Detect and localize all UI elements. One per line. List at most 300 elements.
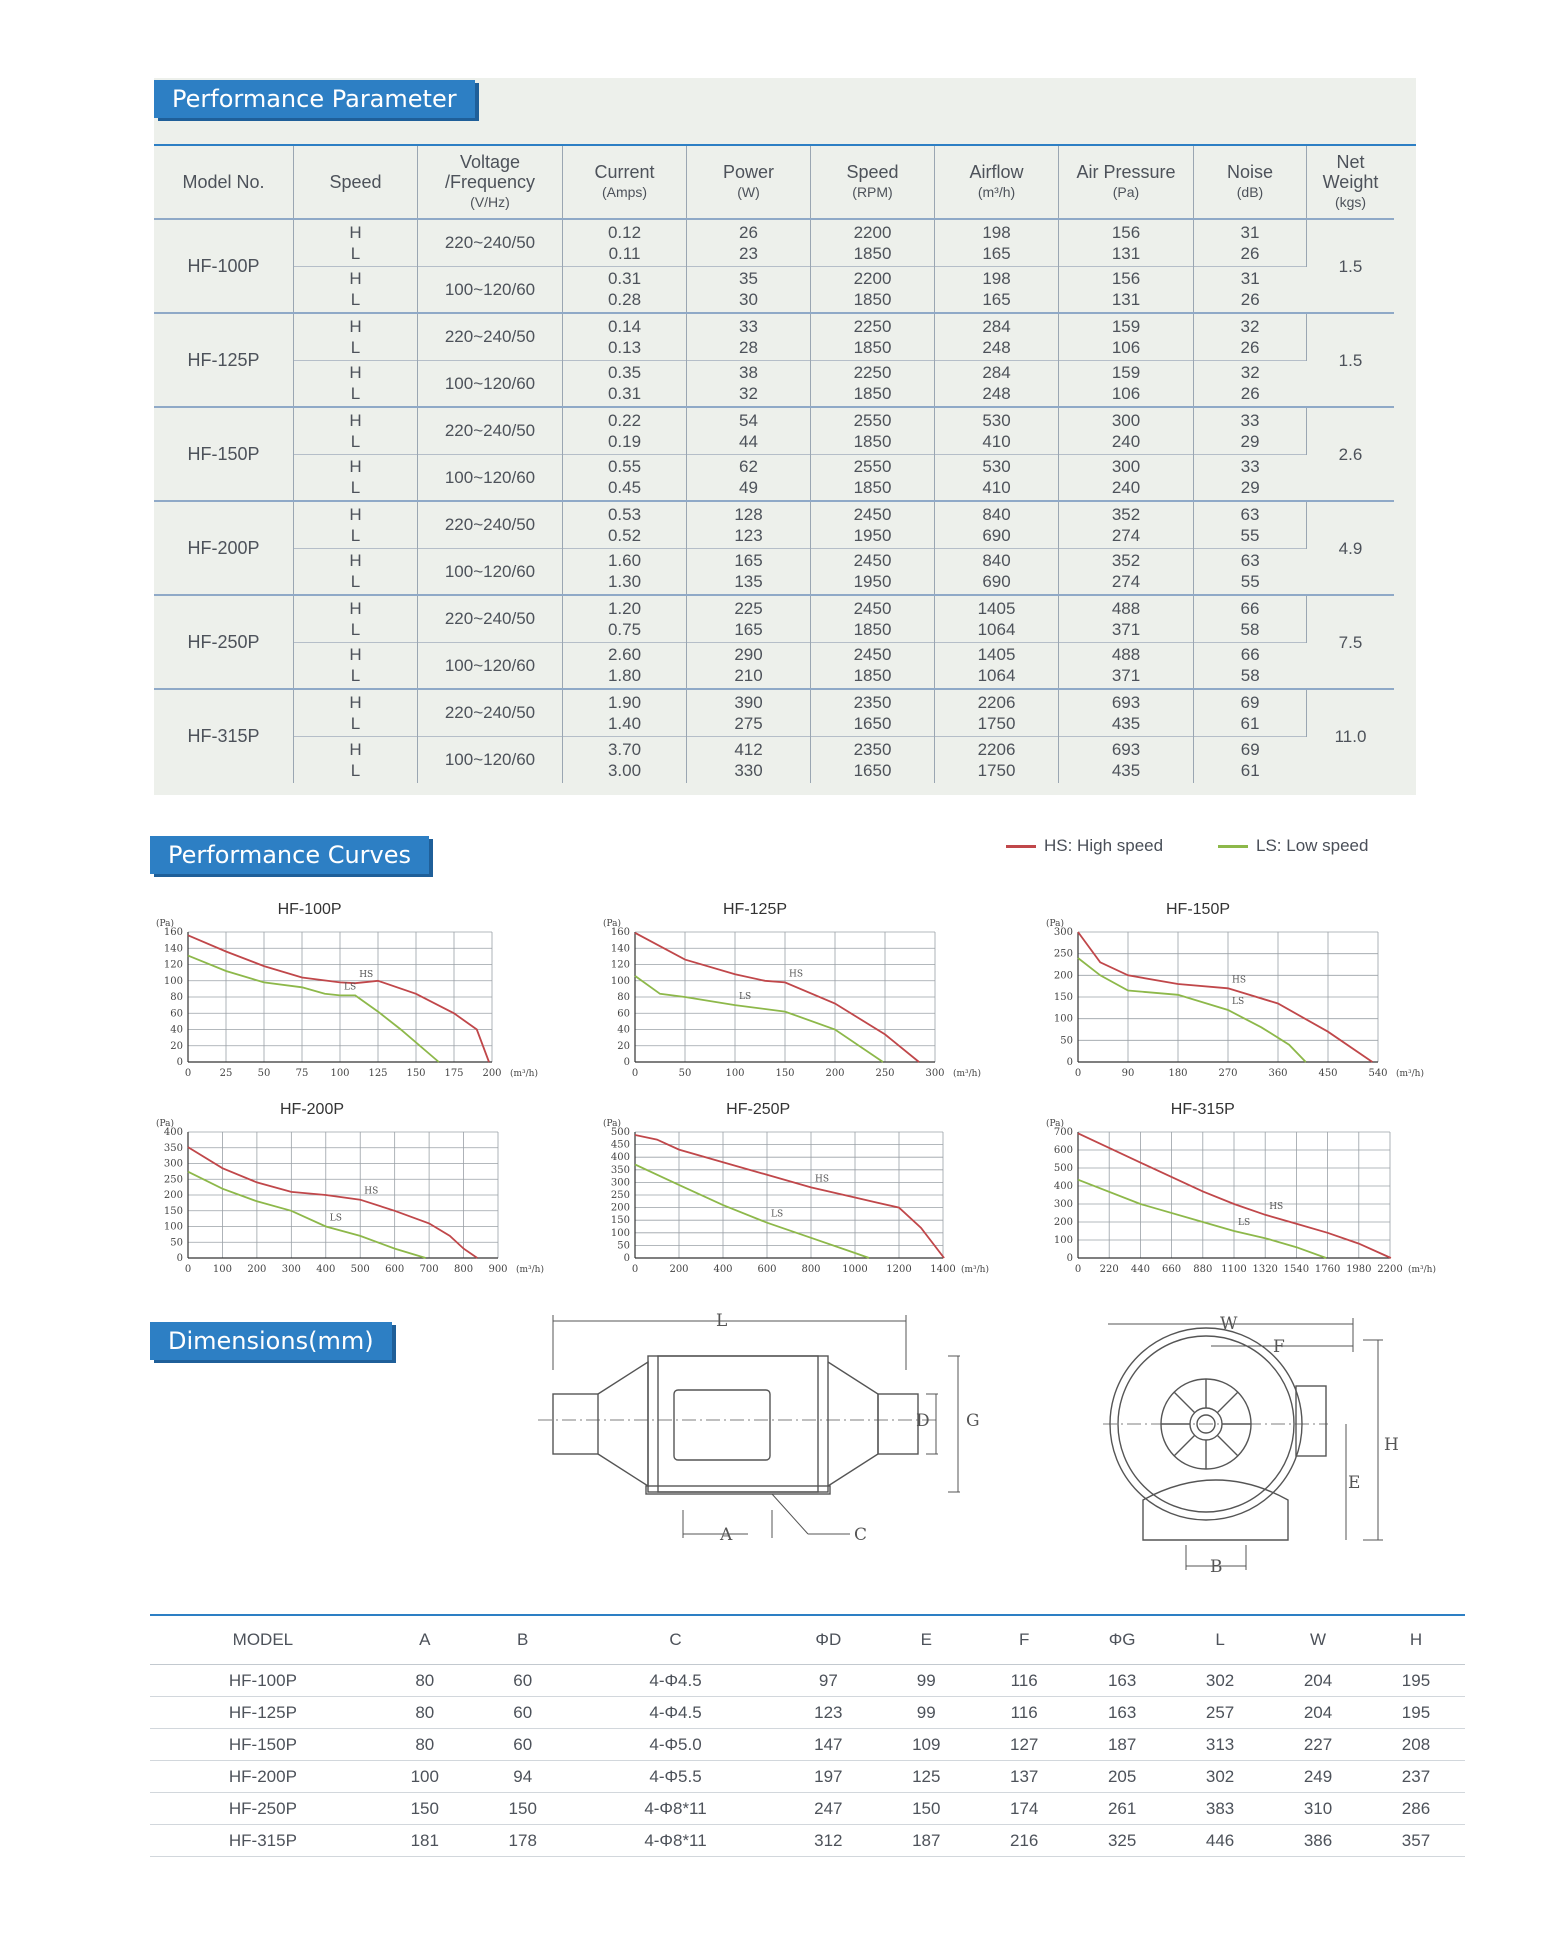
table-row [154,266,1394,313]
x-tick-label: 200 [669,1264,689,1275]
dimensions-cell: 195 [1367,1665,1465,1697]
hs-curve [635,1135,944,1258]
dimensions-cell: 446 [1171,1825,1269,1857]
y-unit-label: (Pa) [1046,1119,1065,1129]
dimensions-col-header: E [877,1615,975,1665]
dimensions-row [150,1761,1465,1793]
dimensions-header-row [150,1615,1465,1665]
x-tick-label: 400 [713,1264,733,1275]
y-tick-label: 500 [610,1127,630,1138]
speed-cell: H L [294,313,418,360]
y-tick-label: 600 [1053,1145,1073,1156]
dimensions-cell: 4-Φ5.0 [572,1729,780,1761]
x-tick-label: 880 [1193,1264,1213,1275]
y-tick-label: 160 [610,927,630,938]
dimensions-col-header: B [474,1615,572,1665]
ls-curve [188,1172,426,1258]
x-tick-label: 270 [1218,1068,1238,1079]
dim-label-H: H [1384,1435,1399,1455]
col-airflow: Airflow (m³/h) [935,146,1059,219]
current-cell: 0.12 0.11 [563,219,687,266]
y-tick-label: 140 [610,943,630,955]
dimensions-cell: 99 [877,1697,975,1729]
dimensions-cell: 249 [1269,1761,1367,1793]
y-tick-label: 80 [617,992,630,1003]
x-tick-label: 125 [368,1068,388,1079]
y-unit-label: (Pa) [156,1119,175,1129]
net-weight-cell: 1.5 [1307,313,1395,407]
dimensions-cell: 204 [1269,1697,1367,1729]
speed-cell: H L [294,689,418,736]
voltage-cell: 100~120/60 [418,548,563,595]
voltage-cell: 220~240/50 [418,595,563,642]
voltage-cell: 100~120/60 [418,736,563,783]
power-cell: 38 32 [687,360,811,407]
y-tick-label: 100 [610,1227,630,1239]
y-tick-label: 250 [610,1190,630,1201]
pressure-cell: 156 131 [1059,266,1194,313]
airflow-cell: 284 248 [935,313,1059,360]
hs-curve-label: HS [1232,975,1247,986]
x-unit-label: (m³/h) [1408,1265,1436,1275]
dimensions-cell: 4-Φ5.5 [572,1761,780,1793]
dimensions-cell: HF-200P [150,1761,376,1793]
dimensions-cell: 147 [779,1729,877,1761]
table-row [154,454,1394,501]
y-tick-label: 250 [1053,948,1073,960]
dim-label-W: W [1220,1314,1238,1334]
dim-label-G: G [966,1411,980,1431]
pressure-cell: 156 131 [1059,219,1194,266]
speed-cell: H L [294,454,418,501]
y-tick-label: 100 [163,975,183,987]
pressure-cell: 352 274 [1059,501,1194,548]
voltage-cell: 100~120/60 [418,642,563,689]
y-tick-label: 0 [1066,1057,1073,1068]
noise-cell: 66 58 [1194,642,1307,689]
y-tick-label: 20 [170,1040,183,1052]
dimensions-table [150,1614,1465,1857]
dimensions-cell: 195 [1367,1697,1465,1729]
dim-label-F: F [1273,1337,1285,1357]
dimensions-cell: 60 [474,1729,572,1761]
table-row [154,548,1394,595]
dimensions-cell: 4-Φ4.5 [572,1665,780,1697]
dim-label-D: D [916,1411,930,1431]
x-tick-label: 25 [219,1068,233,1079]
dimensions-cell: 97 [779,1665,877,1697]
hs-curve-label: HS [815,1174,830,1185]
dimensions-cell: 208 [1367,1729,1465,1761]
dimensions-cell: 237 [1367,1761,1465,1793]
noise-cell: 69 61 [1194,736,1307,783]
x-tick-label: 800 [801,1264,821,1275]
table-row [154,360,1394,407]
noise-cell: 31 26 [1194,219,1307,266]
y-unit-label: (Pa) [603,1119,622,1129]
hs-curve [188,935,489,1062]
chart-title: HF-150P [1165,901,1231,918]
x-tick-label: 300 [281,1264,301,1275]
power-cell: 62 49 [687,454,811,501]
net-weight-cell: 2.6 [1307,407,1395,501]
net-weight-cell: 11.0 [1307,689,1395,783]
y-tick-label: 0 [176,1057,183,1068]
curves-dimensions-panel [108,822,1518,1850]
y-tick-label: 160 [163,927,183,938]
y-tick-label: 40 [617,1024,630,1036]
power-cell: 35 30 [687,266,811,313]
power-cell: 33 28 [687,313,811,360]
voltage-cell: 220~240/50 [418,501,563,548]
dimensions-col-header: ΦD [779,1615,877,1665]
x-tick-label: 450 [1318,1068,1338,1079]
hs-curve-label: HS [359,970,374,981]
speed-cell: H L [294,736,418,783]
y-tick-label: 350 [610,1164,630,1176]
rpm-cell: 2450 1950 [811,501,935,548]
dimensions-col-header: MODEL [150,1615,376,1665]
airflow-cell: 2206 1750 [935,689,1059,736]
dimensions-cell: 80 [376,1729,474,1761]
dimensions-cell: 227 [1269,1729,1367,1761]
rpm-cell: 2250 1850 [811,313,935,360]
airflow-cell: 1405 1064 [935,642,1059,689]
dimensions-cell: 302 [1171,1665,1269,1697]
table-row [154,501,1394,548]
rpm-cell: 2200 1850 [811,219,935,266]
x-tick-label: 300 [925,1068,945,1079]
net-weight-cell: 7.5 [1307,595,1395,689]
y-tick-label: 400 [610,1152,630,1164]
y-tick-label: 50 [617,1240,630,1252]
legend-low-speed: LS: Low speed [1218,836,1368,856]
dimensions-row [150,1729,1465,1761]
power-cell: 54 44 [687,407,811,454]
x-tick-label: 2200 [1377,1264,1403,1275]
pressure-cell: 488 371 [1059,642,1194,689]
ls-curve-label: LS [329,1213,342,1224]
dimensions-cell: 80 [376,1665,474,1697]
dimensions-cell: 302 [1171,1761,1269,1793]
dimensions-cell: HF-125P [150,1697,376,1729]
y-tick-label: 60 [170,1008,183,1020]
chart-title: HF-250P [726,1101,791,1118]
x-tick-label: 700 [419,1264,439,1275]
power-cell: 26 23 [687,219,811,266]
model-cell: HF-150P [154,407,294,501]
dimensions-cell: 116 [975,1697,1073,1729]
dimensions-col-header: H [1367,1615,1465,1665]
y-tick-label: 300 [610,1177,630,1189]
current-cell: 0.53 0.52 [563,501,687,548]
dimensions-cell: 187 [877,1825,975,1857]
dimensions-cell: 123 [779,1697,877,1729]
dimensions-row [150,1793,1465,1825]
performance-parameter-panel [154,78,1416,795]
dimensions-cell: 286 [1367,1793,1465,1825]
airflow-cell: 284 248 [935,360,1059,407]
power-cell: 225 165 [687,595,811,642]
x-tick-label: 1400 [930,1264,956,1275]
x-tick-label: 100 [212,1264,232,1275]
y-tick-label: 300 [163,1158,183,1170]
dimensions-cell: 357 [1367,1825,1465,1857]
col-rpm: Speed (RPM) [811,146,935,219]
x-tick-label: 400 [316,1264,336,1275]
current-cell: 1.60 1.30 [563,548,687,595]
power-cell: 290 210 [687,642,811,689]
x-tick-label: 600 [757,1264,777,1275]
y-tick-label: 50 [170,1237,183,1249]
airflow-cell: 530 410 [935,454,1059,501]
dim-label-B: B [1210,1557,1223,1577]
dimensions-cell: 205 [1073,1761,1171,1793]
airflow-cell: 840 690 [935,501,1059,548]
dimensions-cell: 310 [1269,1793,1367,1825]
x-unit-label: (m³/h) [953,1069,981,1079]
model-cell: HF-100P [154,219,294,313]
x-unit-label: (m³/h) [510,1069,538,1079]
dimensions-cell: 386 [1269,1825,1367,1857]
chart-title: HF-125P [722,901,788,918]
dimensions-cell: 94 [474,1761,572,1793]
rpm-cell: 2450 1950 [811,548,935,595]
y-tick-label: 0 [623,1253,630,1264]
pressure-cell: 488 371 [1059,595,1194,642]
col-voltage: Voltage /Frequency (V/Hz) [418,146,563,219]
y-tick-label: 400 [163,1127,183,1138]
voltage-cell: 100~120/60 [418,360,563,407]
dimensions-cell: 125 [877,1761,975,1793]
dimensions-col-header: A [376,1615,474,1665]
rpm-cell: 2200 1850 [811,266,935,313]
pressure-cell: 159 106 [1059,313,1194,360]
rpm-cell: 2450 1850 [811,642,935,689]
pressure-cell: 352 274 [1059,548,1194,595]
x-tick-label: 440 [1130,1264,1150,1275]
speed-cell: H L [294,407,418,454]
x-tick-label: 200 [247,1264,267,1275]
y-tick-label: 350 [163,1142,183,1154]
pressure-cell: 693 435 [1059,689,1194,736]
col-air-pressure: Air Pressure (Pa) [1059,146,1194,219]
dimensions-cell: 216 [975,1825,1073,1857]
x-tick-label: 0 [631,1264,639,1275]
col-net-weight: Net Weight (kgs) [1307,146,1395,219]
dim-label-A: A [720,1525,733,1545]
current-cell: 2.60 1.80 [563,642,687,689]
dimensions-cell: HF-100P [150,1665,376,1697]
airflow-cell: 198 165 [935,219,1059,266]
y-unit-label: (Pa) [1046,919,1065,929]
dimensions-cell: 178 [474,1825,572,1857]
y-tick-label: 0 [176,1253,183,1264]
dimensions-cell: 187 [1073,1729,1171,1761]
y-unit-label: (Pa) [156,919,175,929]
y-tick-label: 60 [617,1008,630,1020]
dimensions-cell: 325 [1073,1825,1171,1857]
dimensions-cell: 257 [1171,1697,1269,1729]
dimensions-cell: 150 [376,1793,474,1825]
chart-title: HF-315P [1170,1101,1235,1118]
x-tick-label: 200 [825,1068,845,1079]
ls-curve-label: LS [1238,1218,1251,1228]
x-tick-label: 0 [184,1264,192,1275]
x-tick-label: 100 [725,1068,745,1079]
x-tick-label: 0 [1074,1068,1082,1079]
legend-high-speed: HS: High speed [1006,836,1163,856]
speed-cell: H L [294,642,418,689]
table-row [154,219,1394,266]
voltage-cell: 220~240/50 [418,407,563,454]
dimensions-col-header: W [1269,1615,1367,1665]
dimensions-cell: 174 [975,1793,1073,1825]
noise-cell: 63 55 [1194,548,1307,595]
legend-ls-swatch [1218,845,1248,848]
y-tick-label: 100 [1053,1013,1073,1025]
hs-curve-label: HS [789,969,804,980]
performance-parameter-title: Performance Parameter [154,80,475,118]
performance-curves-title: Performance Curves [150,836,429,874]
ls-curve-label: LS [344,982,357,993]
y-unit-label: (Pa) [603,919,622,929]
x-tick-label: 50 [257,1068,271,1079]
rpm-cell: 2450 1850 [811,595,935,642]
dim-label-C: C [854,1525,868,1545]
dimensions-cell: 109 [877,1729,975,1761]
y-tick-label: 250 [163,1174,183,1186]
performance-curves-charts [108,872,1518,1312]
x-tick-label: 50 [678,1068,692,1079]
dim-label-L: L [716,1311,728,1331]
rpm-cell: 2250 1850 [811,360,935,407]
dimensions-cell: 4-Φ8*11 [572,1825,780,1857]
dimensions-col-header: F [975,1615,1073,1665]
speed-cell: H L [294,360,418,407]
model-cell: HF-200P [154,501,294,595]
dimensions-col-header: C [572,1615,780,1665]
pressure-cell: 693 435 [1059,736,1194,783]
x-tick-label: 75 [295,1068,309,1079]
current-cell: 0.14 0.13 [563,313,687,360]
noise-cell: 32 26 [1194,313,1307,360]
x-tick-label: 1100 [1221,1264,1247,1275]
dimensions-row [150,1665,1465,1697]
x-tick-label: 360 [1268,1068,1288,1079]
airflow-cell: 198 165 [935,266,1059,313]
voltage-cell: 100~120/60 [418,454,563,501]
table-row [154,642,1394,689]
dimensions-cell: 312 [779,1825,877,1857]
col-power: Power (W) [687,146,811,219]
current-cell: 0.22 0.19 [563,407,687,454]
dimensions-cell: 116 [975,1665,1073,1697]
pressure-cell: 300 240 [1059,407,1194,454]
x-tick-label: 100 [330,1068,350,1079]
y-tick-label: 200 [1053,970,1073,982]
y-tick-label: 200 [163,1190,183,1201]
dimensions-cell: 150 [474,1793,572,1825]
x-tick-label: 1540 [1283,1264,1310,1275]
y-tick-label: 100 [610,975,630,987]
y-tick-label: 300 [1053,1199,1073,1210]
y-tick-label: 50 [1060,1035,1073,1047]
y-tick-label: 450 [610,1139,630,1151]
hs-curve [1078,1133,1391,1258]
table-header-row [154,146,1394,219]
x-unit-label: (m³/h) [1396,1069,1424,1079]
dimensions-cell: 4-Φ8*11 [572,1793,780,1825]
y-tick-label: 80 [170,992,183,1003]
airflow-cell: 1405 1064 [935,595,1059,642]
x-tick-label: 0 [1074,1264,1082,1275]
x-tick-label: 90 [1121,1068,1135,1079]
table-row [154,313,1394,360]
hs-curve [635,933,919,1062]
ls-curve [1078,958,1306,1062]
y-tick-label: 20 [617,1040,630,1052]
table-row [154,595,1394,642]
current-cell: 3.70 3.00 [563,736,687,783]
pressure-cell: 300 240 [1059,454,1194,501]
performance-parameter-table [154,146,1394,783]
hs-curve-label: HS [1269,1201,1284,1212]
power-cell: 165 135 [687,548,811,595]
x-tick-label: 175 [444,1068,464,1079]
dimensions-cell: 60 [474,1665,572,1697]
y-tick-label: 300 [1053,927,1073,938]
dimensions-cell: 247 [779,1793,877,1825]
current-cell: 1.90 1.40 [563,689,687,736]
x-tick-label: 1320 [1252,1264,1278,1275]
dimensions-cell: 137 [975,1761,1073,1793]
net-weight-cell: 1.5 [1307,219,1395,313]
x-tick-label: 150 [775,1068,795,1079]
legend-hs-swatch [1006,845,1036,848]
x-tick-label: 500 [350,1264,370,1275]
y-tick-label: 150 [610,1215,630,1227]
y-tick-label: 100 [1053,1235,1073,1246]
dimensions-cell: 60 [474,1697,572,1729]
col-model-no: Model No. [154,146,294,219]
x-tick-label: 600 [385,1264,405,1275]
speed-cell: H L [294,501,418,548]
dimensions-cell: HF-250P [150,1793,376,1825]
net-weight-cell: 4.9 [1307,501,1395,595]
chart-title: HF-200P [279,1101,345,1118]
x-tick-label: 540 [1368,1068,1388,1079]
x-tick-label: 1200 [886,1264,912,1275]
y-tick-label: 150 [1053,992,1073,1003]
ls-curve [635,976,883,1062]
table-row [154,689,1394,736]
model-cell: HF-315P [154,689,294,783]
voltage-cell: 220~240/50 [418,313,563,360]
y-tick-label: 120 [610,959,630,971]
airflow-cell: 2206 1750 [935,736,1059,783]
col-noise: Noise (dB) [1194,146,1307,219]
dimensions-cell: 204 [1269,1665,1367,1697]
dimensions-cell: HF-315P [150,1825,376,1857]
x-unit-label: (m³/h) [516,1265,544,1275]
dimensions-col-header: ΦG [1073,1615,1171,1665]
col-current: Current (Amps) [563,146,687,219]
voltage-cell: 220~240/50 [418,219,563,266]
airflow-cell: 530 410 [935,407,1059,454]
dimensions-col-header: L [1171,1615,1269,1665]
noise-cell: 33 29 [1194,454,1307,501]
